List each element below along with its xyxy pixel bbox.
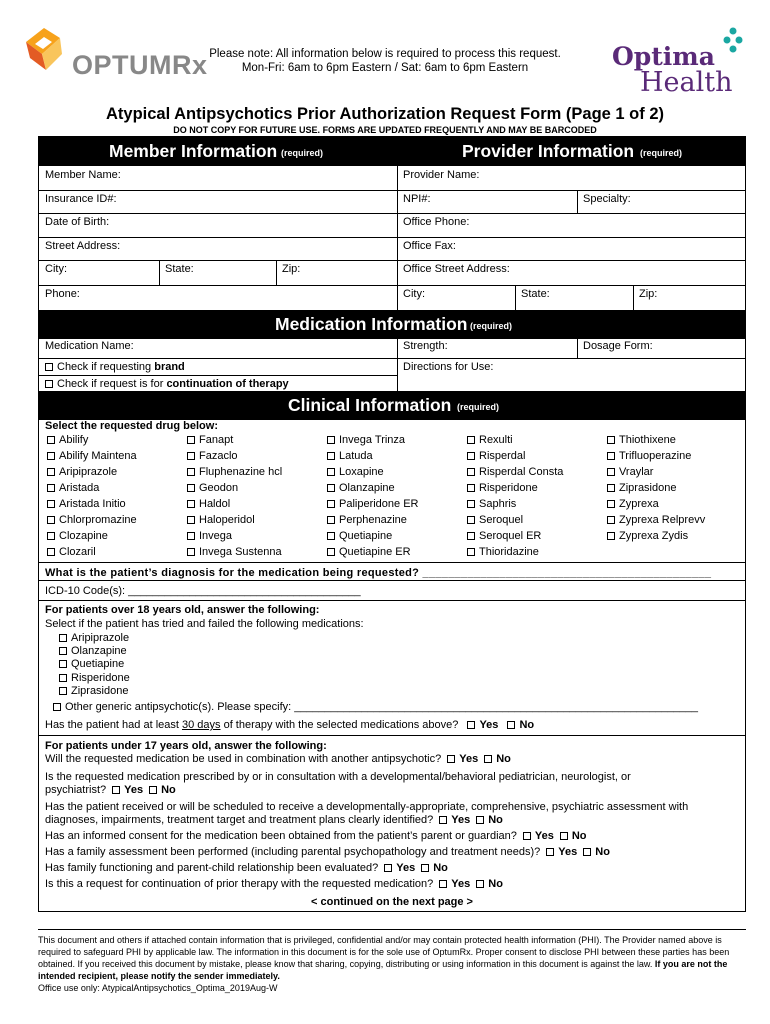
drug-checkbox[interactable] — [327, 452, 335, 460]
form-subtitle: DO NOT COPY FOR FUTURE USE. FORMS ARE UPDATED FREQUENTLY AND MAY BE BARCODED — [173, 125, 597, 135]
drug-label: Ziprasidone — [619, 482, 677, 494]
drug-label: Seroquel ER — [479, 530, 542, 542]
drug-option[interactable] — [467, 514, 523, 526]
drug-checkbox[interactable] — [467, 468, 475, 476]
drug-checkbox[interactable] — [187, 516, 195, 524]
drug-checkbox[interactable] — [607, 436, 615, 444]
no-checkbox[interactable] — [484, 755, 492, 763]
medication-required-label: (required) — [470, 321, 513, 331]
over18-med-label: Quetiapine — [71, 658, 125, 671]
yes-checkbox[interactable] — [523, 832, 531, 840]
icd-code-field[interactable]: ICD-10 Code(s): ______________________________________ — [45, 585, 361, 597]
member-name-field[interactable]: Member Name: — [45, 169, 121, 181]
drug-option[interactable] — [47, 530, 108, 542]
drug-label: Haloperidol — [199, 514, 255, 526]
provider-zip-field[interactable]: Zip: — [639, 288, 658, 300]
form-frame — [38, 136, 746, 912]
yes-label: Yes — [396, 862, 416, 874]
drug-label: Aristada Initio — [59, 498, 126, 510]
drug-option[interactable] — [327, 450, 373, 462]
drug-option[interactable] — [47, 482, 99, 494]
optima-mark-icon — [718, 26, 748, 56]
drug-checkbox[interactable] — [47, 500, 55, 508]
optima-logo-line2: Health — [640, 67, 733, 98]
drug-label: Zyprexa Zydis — [619, 530, 689, 542]
question-text: Is the requested medication prescribed by or in consultation with a developmental/behavioral pediatrician, neurologist, or — [45, 771, 631, 783]
drug-option[interactable] — [187, 450, 238, 462]
over18-med-option[interactable] — [59, 672, 130, 684]
drug-checkbox[interactable] — [187, 532, 195, 540]
provider-info-heading: Provider Information — [462, 141, 635, 161]
drug-option[interactable] — [47, 498, 126, 510]
drug-label: Trifluoperazine — [619, 450, 692, 462]
provider-name-field[interactable]: Provider Name: — [403, 169, 480, 181]
optumrx-logo-text: OPTUMRx — [72, 50, 208, 80]
drug-label: Vraylar — [619, 466, 654, 478]
question-text: diagnoses, impairments, treatment target and treatment plans clearly identified? — [45, 814, 434, 826]
drug-label: Latuda — [339, 450, 373, 462]
drug-checkbox[interactable] — [467, 500, 475, 508]
yes-checkbox[interactable] — [447, 755, 455, 763]
drug-option[interactable] — [607, 530, 688, 542]
no-label: No — [595, 846, 610, 858]
drug-option[interactable] — [607, 498, 659, 510]
other-generic-label: Other generic antipsychotic(s). Please specify: __________________________________________________________________ — [65, 701, 699, 713]
provider-info-header — [397, 137, 745, 166]
yes-label: Yes — [451, 878, 471, 890]
drug-option[interactable] — [327, 530, 392, 542]
over18-select-label: Select if the patient has tried and failed the following medications: — [45, 618, 364, 630]
prescribed-question-line2 — [39, 784, 182, 796]
family-assessment-question — [39, 846, 616, 858]
drug-label: Risperdal Consta — [479, 466, 564, 478]
over18-med-label: Aripiprazole — [71, 632, 130, 644]
drug-checkbox[interactable] — [327, 548, 335, 556]
drug-label: Perphenazine — [339, 514, 407, 526]
yes-checkbox[interactable] — [439, 880, 447, 888]
drug-option[interactable] — [187, 482, 238, 494]
drug-option[interactable] — [607, 450, 691, 462]
drug-checkbox[interactable] — [187, 436, 195, 444]
drug-option[interactable] — [47, 434, 88, 446]
directions-field[interactable]: Directions for Use: — [403, 361, 494, 373]
member-info-heading: Member Information — [109, 141, 278, 161]
over18-med-option[interactable] — [59, 645, 127, 657]
drug-label: Abilify — [59, 434, 89, 446]
continuation-label: Check if request is for — [57, 378, 167, 390]
over18-med-checkbox[interactable] — [59, 647, 67, 655]
over18-med-checkbox[interactable] — [59, 634, 67, 642]
drug-label: Aripiprazole — [59, 466, 118, 478]
optima-health-logo — [610, 26, 760, 96]
drug-option[interactable] — [327, 498, 419, 510]
drug-checkbox[interactable] — [47, 548, 55, 556]
drug-option[interactable] — [187, 434, 233, 446]
drug-checkbox[interactable] — [327, 436, 335, 444]
drug-checkbox[interactable] — [607, 468, 615, 476]
consent-question — [39, 830, 593, 842]
drug-checkbox[interactable] — [47, 468, 55, 476]
drug-label: Quetiapine — [339, 530, 393, 542]
footer-disclaimer-bold: If you are not the intended recipient, please notify the sender immediately. — [38, 959, 728, 981]
drug-checkbox[interactable] — [187, 452, 195, 460]
clinical-info-header — [39, 391, 745, 420]
drug-label: Zyprexa — [619, 498, 659, 510]
header-note-line2: Mon-Fri: 6am to 6pm Eastern / Sat: 6am to 6pm Eastern — [241, 62, 529, 74]
combination-question — [39, 753, 517, 765]
brand-checkbox-row[interactable] — [39, 358, 191, 376]
drug-checkbox[interactable] — [467, 532, 475, 540]
over18-med-checkbox[interactable] — [59, 674, 67, 682]
office-use-label: Office use only: AtypicalAntipsychotics_Optima_2019Aug-W — [38, 983, 278, 993]
drug-label: Rexulti — [479, 434, 513, 446]
provider-city-field[interactable]: City: — [403, 288, 425, 300]
thirty-days-underline: 30 days — [181, 719, 221, 731]
drug-checkbox[interactable] — [467, 548, 475, 556]
drug-label: Zyprexa Relprevv — [619, 514, 706, 526]
brand-checkbox[interactable] — [45, 363, 53, 371]
over18-med-label: Risperidone — [71, 671, 130, 684]
drug-checkbox[interactable] — [47, 516, 55, 524]
no-label: No — [488, 814, 503, 826]
question-text: Has family functioning and parent-child relationship been evaluated? — [45, 862, 379, 874]
form-title: Atypical Antipsychotics Prior Authorization Request Form (Page 1 of 2) — [105, 105, 665, 123]
specialty-field[interactable]: Specialty: — [583, 193, 631, 205]
brand-label: Check if requesting — [57, 361, 155, 373]
member-required-label: (required) — [281, 148, 324, 158]
yes-checkbox[interactable] — [384, 864, 392, 872]
drug-option[interactable] — [187, 546, 282, 558]
yes-label: Yes — [124, 784, 144, 796]
thirty-days-no-checkbox[interactable] — [507, 721, 515, 729]
yes-checkbox[interactable] — [546, 848, 554, 856]
thirty-days-yes-checkbox[interactable] — [467, 721, 475, 729]
drug-option[interactable] — [467, 530, 541, 542]
medication-name-field[interactable]: Medication Name: — [45, 340, 134, 352]
over18-med-checkbox[interactable] — [59, 660, 67, 668]
drug-checkbox[interactable] — [327, 532, 335, 540]
dosage-form-field[interactable]: Dosage Form: — [583, 340, 653, 352]
over18-heading: For patients over 18 years old, answer the following: — [45, 604, 320, 616]
no-label: No — [433, 862, 448, 874]
optima-logo-line1: Optima — [612, 42, 715, 71]
other-generic-row[interactable] — [47, 698, 704, 716]
no-label: No — [571, 830, 587, 842]
drug-option[interactable] — [327, 546, 411, 558]
over18-med-label: Ziprasidone — [71, 684, 129, 697]
optum-mark-icon — [22, 24, 66, 74]
question-text: Is this a request for continuation of prior therapy with the requested medication? — [45, 878, 434, 890]
clinical-info-heading: Clinical Information — [288, 395, 452, 415]
drug-checkbox[interactable] — [187, 500, 195, 508]
drug-label: Fanapt — [199, 434, 234, 446]
drug-option[interactable] — [187, 498, 230, 510]
provider-state-field[interactable]: State: — [521, 288, 550, 300]
drug-label: Invega Trinza — [339, 434, 406, 446]
family-functioning-question — [39, 862, 454, 874]
drug-label: Fazaclo — [199, 450, 238, 462]
drug-option[interactable] — [47, 466, 117, 478]
question-text: Has a family assessment been performed (including parental psychopathology and treatment needs)? — [45, 846, 541, 858]
drug-checkbox[interactable] — [327, 516, 335, 524]
drug-checkbox[interactable] — [327, 484, 335, 492]
drug-option[interactable] — [187, 514, 255, 526]
strength-field[interactable]: Strength: — [403, 340, 448, 352]
over18-med-checkbox[interactable] — [59, 687, 67, 695]
drug-checkbox[interactable] — [607, 532, 615, 540]
drug-label: Clozaril — [59, 546, 96, 558]
other-generic-checkbox[interactable] — [53, 703, 61, 711]
select-drug-label: Select the requested drug below: — [45, 420, 218, 432]
drug-label: Abilify Maintena — [59, 450, 137, 462]
drug-label: Haldol — [199, 498, 231, 510]
footer-disclaimer: This document and others if attached contain information that is privileged, confidential and/or may contain protected health information (PHI). The Provider named above is required to safeguard PHI by applicable law. The information in this document is for the sole use of OptumRx. Proper consent to disclose PHI between these parties has been obtained. If you received this document by mistake, please know that sharing, copying, distributing or using information in this document is against the law. — [38, 935, 730, 969]
drug-option[interactable] — [467, 482, 538, 494]
yes-label: Yes — [558, 846, 578, 858]
drug-option[interactable] — [327, 434, 405, 446]
drug-option[interactable] — [327, 466, 384, 478]
continuation-label-bold: continuation of therapy — [166, 378, 289, 390]
continuation-checkbox[interactable] — [45, 380, 53, 388]
header-note — [190, 47, 580, 75]
drug-option[interactable] — [467, 466, 563, 478]
drug-label: Olanzapine — [339, 482, 395, 494]
drug-option[interactable] — [607, 514, 705, 526]
drug-option[interactable] — [327, 482, 395, 494]
drug-checkbox[interactable] — [47, 452, 55, 460]
drug-label: Risperdal — [479, 450, 526, 462]
brand-label-bold: brand — [154, 361, 185, 373]
npi-field[interactable]: NPI#: — [403, 193, 431, 205]
over18-med-label: Olanzapine — [71, 645, 127, 658]
drug-label: Thiothixene — [619, 434, 676, 446]
drug-checkbox[interactable] — [467, 484, 475, 492]
assessment-question-line2 — [39, 814, 509, 826]
header-note-line1: Please note: All information below is required to process this request. — [209, 48, 561, 60]
drug-label: Loxapine — [339, 466, 384, 478]
no-checkbox[interactable] — [476, 880, 484, 888]
date-of-birth-field[interactable]: Date of Birth: — [45, 216, 110, 228]
over18-med-option[interactable] — [59, 658, 124, 670]
drug-label: Aristada — [59, 482, 100, 494]
no-checkbox[interactable] — [476, 816, 484, 824]
drug-option[interactable] — [467, 450, 525, 462]
drug-checkbox[interactable] — [187, 468, 195, 476]
yes-checkbox[interactable] — [439, 816, 447, 824]
drug-label: Clozapine — [59, 530, 108, 542]
drug-checkbox[interactable] — [47, 436, 55, 444]
drug-option[interactable] — [467, 434, 513, 446]
question-text: Has the patient received or will be scheduled to receive a developmentally-appropriate, comprehensive, psychiatric assessment with — [45, 801, 689, 813]
drug-label: Paliperidone ER — [339, 498, 419, 510]
footer — [38, 934, 746, 994]
yes-checkbox[interactable] — [112, 786, 120, 794]
diagnosis-question[interactable]: What is the patient’s diagnosis for the medication being requested? _____________________________________________ — [45, 567, 712, 579]
no-checkbox[interactable] — [149, 786, 157, 794]
drug-option[interactable] — [187, 466, 282, 478]
office-street-field[interactable]: Office Street Address: — [403, 263, 510, 275]
drug-label: Invega Sustenna — [199, 546, 282, 558]
drug-checkbox[interactable] — [467, 516, 475, 524]
drug-label: Quetiapine ER — [339, 546, 411, 558]
drug-checkbox[interactable] — [607, 500, 615, 508]
drug-option[interactable] — [327, 514, 407, 526]
drug-option[interactable] — [47, 450, 137, 462]
no-label: No — [161, 784, 176, 796]
thirty-days-question — [39, 716, 540, 734]
under17-heading: For patients under 17 years old, answer the following: — [45, 740, 327, 752]
over18-med-option[interactable] — [59, 632, 129, 644]
drug-checkbox[interactable] — [327, 468, 335, 476]
continued-label: < continued on the next page > — [311, 896, 473, 908]
question-text: psychiatrist? — [45, 784, 107, 796]
assessment-question-line1 — [39, 801, 694, 813]
drug-label: Invega — [199, 530, 233, 542]
member-state-field[interactable]: State: — [165, 263, 194, 275]
footer-divider — [38, 929, 746, 930]
over18-med-option[interactable] — [59, 685, 128, 697]
yes-label: Yes — [459, 753, 479, 765]
drug-checkbox[interactable] — [607, 516, 615, 524]
drug-checkbox[interactable] — [467, 436, 475, 444]
provider-required-label: (required) — [640, 148, 683, 158]
drug-checkbox[interactable] — [467, 452, 475, 460]
no-label: No — [496, 753, 511, 765]
drug-label: Seroquel — [479, 514, 524, 526]
thirty-days-pre: Has the patient had at least — [45, 719, 182, 731]
member-phone-field[interactable]: Phone: — [45, 288, 80, 300]
drug-label: Saphris — [479, 498, 517, 510]
office-fax-field[interactable]: Office Fax: — [403, 240, 456, 252]
continuation-question — [39, 878, 509, 890]
drug-checkbox[interactable] — [187, 484, 195, 492]
member-city-field[interactable]: City: — [45, 263, 67, 275]
drug-checkbox[interactable] — [607, 484, 615, 492]
drug-option[interactable] — [47, 514, 137, 526]
no-checkbox[interactable] — [560, 832, 568, 840]
clinical-required-label: (required) — [457, 402, 500, 412]
drug-checkbox[interactable] — [47, 532, 55, 540]
drug-option[interactable] — [607, 482, 676, 494]
member-zip-field[interactable]: Zip: — [282, 263, 301, 275]
drug-checkbox[interactable] — [187, 548, 195, 556]
drug-option[interactable] — [467, 498, 516, 510]
no-checkbox[interactable] — [421, 864, 429, 872]
drug-label: Thioridazine — [479, 546, 539, 558]
question-text: Has an informed consent for the medication been obtained from the patient’s parent or guardian? — [45, 830, 517, 842]
no-label: No — [488, 878, 503, 890]
drug-checkbox[interactable] — [327, 500, 335, 508]
insurance-id-field[interactable]: Insurance ID#: — [45, 193, 117, 205]
drug-option[interactable] — [467, 546, 539, 558]
thirty-days-post: of therapy with the selected medications above? — [220, 719, 459, 731]
member-info-header — [39, 137, 397, 166]
drug-option[interactable] — [607, 434, 676, 446]
drug-option[interactable] — [187, 530, 232, 542]
no-label: No — [519, 719, 535, 731]
drug-option[interactable] — [607, 466, 653, 478]
drug-label: Risperidone — [479, 482, 538, 494]
medication-info-header — [39, 310, 745, 339]
yes-label: Yes — [451, 814, 471, 826]
street-address-field[interactable]: Street Address: — [45, 240, 121, 252]
question-text: Will the requested medication be used in combination with another antipsychotic? — [45, 753, 442, 765]
prescribed-question-line1 — [39, 771, 637, 783]
drug-label: Geodon — [199, 482, 239, 494]
no-checkbox[interactable] — [583, 848, 591, 856]
drug-label: Chlorpromazine — [59, 514, 137, 526]
yes-label: Yes — [534, 830, 554, 842]
drug-label: Fluphenazine hcl — [199, 466, 283, 478]
office-phone-field[interactable]: Office Phone: — [403, 216, 470, 228]
drug-checkbox[interactable] — [47, 484, 55, 492]
drug-option[interactable] — [47, 546, 96, 558]
yes-label: Yes — [479, 719, 499, 731]
drug-checkbox[interactable] — [607, 452, 615, 460]
medication-info-heading: Medication Information — [275, 314, 468, 334]
